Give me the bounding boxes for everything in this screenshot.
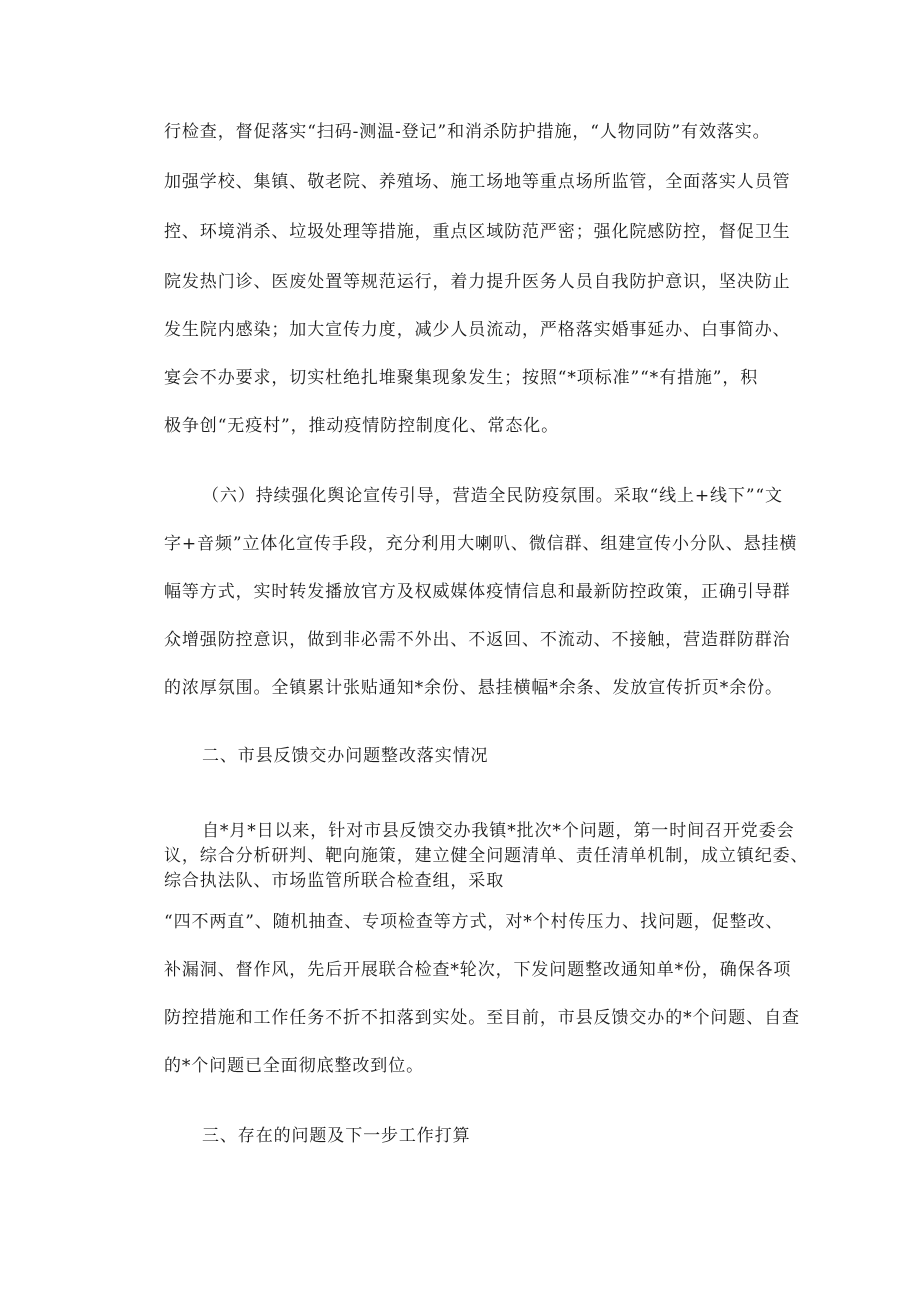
paragraph-line: （六）持续强化舆论宣传引导，营造全民防疫氛围。采取“线上+线下”“文 [202,486,783,506]
section-heading: 二、市县反馈交办问题整改落实情况 [202,746,489,766]
paragraph-line: 综合执法队、市场监管所联合检查组，采取 [164,871,505,891]
paragraph-line: 加强学校、集镇、敬老院、养殖场、施工场地等重点场所监管，全面落实人员管 [164,172,791,192]
paragraph-line: 控、环境消杀、垃圾处理等措施，重点区域防范严密；强化院感防控，督促卫生 [164,222,791,242]
paragraph-line: 议，综合分析研判、靶向施策，建立健全问题清单、责任清单机制，成立镇纪委、 [164,846,809,866]
paragraph-line: 宴会不办要求，切实杜绝扎堆聚集现象发生；按照“*项标准”“*有措施”，积 [164,368,759,388]
paragraph-line: 字+音频”立体化宣传手段，充分利用大喇叭、微信群、组建宣传小分队、悬挂横 [164,534,798,554]
paragraph-line: 行检查，督促落实“扫码-测温-登记”和消杀防护措施，“人物同防”有效落实。 [164,122,771,142]
paragraph-line: 防控措施和工作任务不折不扣落到实处。至目前，市县反馈交办的*个问题、自查 [164,1008,800,1028]
paragraph-line: 的浓厚氛围。全镇累计张贴通知*余份、悬挂横幅*余条、发放宣传折页*余份。 [164,678,783,698]
paragraph-line: 院发热门诊、医废处置等规范运行，着力提升医务人员自我防护意识，坚决防止 [164,272,791,292]
paragraph-line: 极争创“无疫村”，推动疫情防控制度化、常态化。 [164,416,560,436]
paragraph-line: 自*月*日以来，针对市县反馈交办我镇*批次*个问题，第一时间召开党委会 [202,821,795,841]
paragraph-line: 众增强防控意识，做到非必需不外出、不返回、不流动、不接触，营造群防群治 [164,630,791,650]
paragraph-line: 的*个问题已全面彻底整改到位。 [164,1056,424,1076]
paragraph-line: 发生院内感染；加大宣传力度，减少人员流动，严格落实婚事延办、白事简办、 [164,320,791,340]
paragraph-line: 补漏洞、督作风，先后开展联合检查*轮次，下发问题整改通知单*份，确保各项 [164,960,792,980]
paragraph-line: “四不两直”、随机抽查、专项检查等方式，对*个村传压力、找问题，促整改、 [164,912,784,932]
paragraph-line: 幅等方式，实时转发播放官方及权威媒体疫情信息和最新防控政策，正确引导群 [164,582,791,602]
section-heading: 三、存在的问题及下一步工作打算 [202,1126,471,1146]
